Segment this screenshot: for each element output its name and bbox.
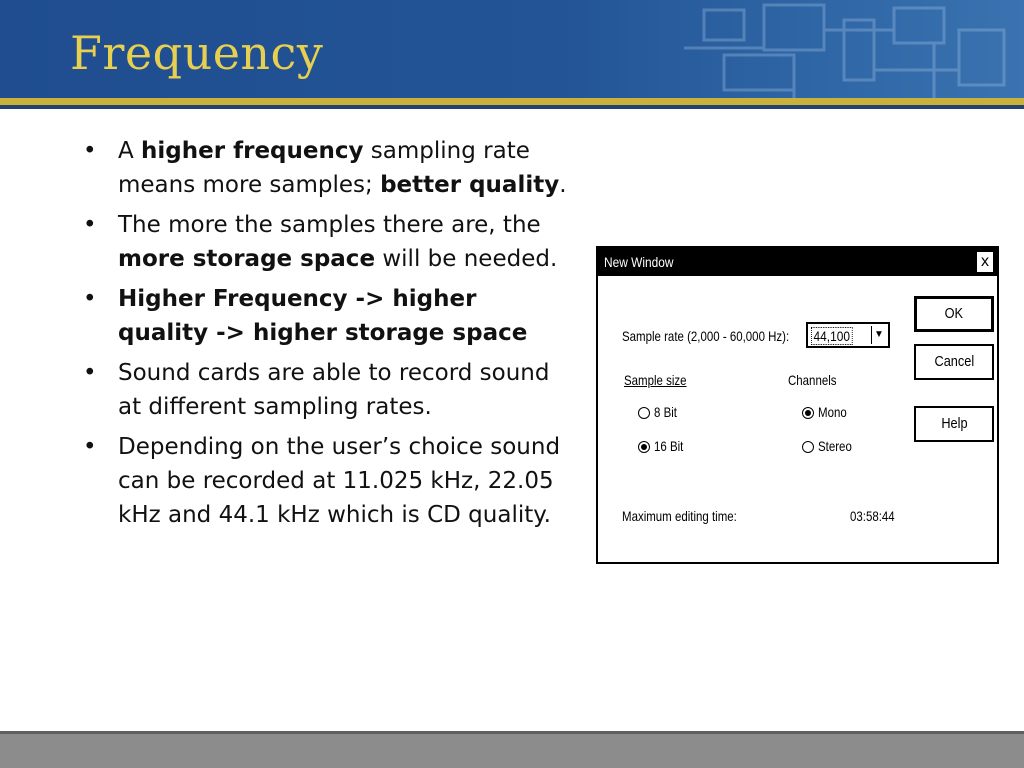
- bullet-item: [80, 356, 570, 424]
- bullet-list: [80, 134, 570, 538]
- bullet-text: A: [118, 138, 142, 164]
- bullet-text: The more the samples there are, the: [118, 212, 541, 238]
- dialog-title-bar[interactable]: [598, 248, 997, 276]
- radio-stereo[interactable]: [802, 441, 814, 453]
- bullet-text: will be needed.: [375, 246, 558, 272]
- channels-label: Channels: [788, 372, 837, 388]
- chevron-down-icon[interactable]: ▼: [871, 326, 886, 344]
- bullet-bold-text: higher frequency: [141, 138, 364, 164]
- sample-rate-label: Sample rate (2,000 - 60,000 Hz):: [622, 328, 790, 344]
- bullet-item: [80, 208, 570, 276]
- cancel-button-label: Cancel: [934, 353, 974, 370]
- sample-rate-value[interactable]: 44,100: [811, 327, 853, 345]
- bullet-bold-text: Higher Frequency -> higher quality -> higher storage space: [118, 286, 528, 346]
- radio-8-bit-label[interactable]: 8 Bit: [654, 404, 677, 420]
- bullet-dot-icon: •: [83, 212, 97, 238]
- bullet-dot-icon: •: [83, 434, 97, 460]
- circuit-pattern-decoration: [684, 0, 1024, 98]
- header-accent-rule: [0, 98, 1024, 105]
- radio-8-bit[interactable]: [638, 407, 650, 419]
- bullet-text: .: [559, 172, 567, 198]
- bullet-bold-text: better quality: [380, 172, 560, 198]
- slide-footer-bar: [0, 734, 1024, 768]
- cancel-button[interactable]: [914, 344, 994, 380]
- bullet-text: Depending on the user’s choice sound can be recorded at 11.025 kHz, 22.05 kHz and 44.1 kHz which is CD quality.: [118, 434, 561, 528]
- bullet-item: [80, 134, 570, 202]
- radio-16-bit-label[interactable]: 16 Bit: [654, 438, 684, 454]
- slide-title: Frequency: [70, 26, 324, 80]
- max-editing-time-value: 03:58:44: [850, 508, 895, 524]
- bullet-dot-icon: •: [83, 138, 97, 164]
- new-window-dialog: [596, 246, 999, 564]
- ok-button[interactable]: [914, 296, 994, 332]
- header-divider: [0, 105, 1024, 109]
- radio-stereo-label[interactable]: Stereo: [818, 438, 852, 454]
- bullet-text: sampling rate means more samples;: [118, 138, 530, 198]
- help-button-label: Help: [940, 415, 968, 432]
- slide-header: [0, 0, 1024, 98]
- bullet-item: [80, 430, 570, 532]
- bullet-dot-icon: •: [83, 286, 97, 312]
- sample-size-label: Sample size: [624, 372, 687, 388]
- max-editing-time-label: Maximum editing time:: [622, 508, 737, 524]
- close-button[interactable]: x: [976, 251, 994, 273]
- sample-rate-combobox[interactable]: [806, 322, 890, 348]
- radio-mono-label[interactable]: Mono: [818, 404, 847, 420]
- help-button[interactable]: [914, 406, 994, 442]
- dialog-title: New Window: [604, 254, 674, 270]
- bullet-text: Sound cards are able to record sound at different sampling rates.: [118, 360, 550, 420]
- bullet-item: [80, 282, 570, 350]
- radio-mono[interactable]: [802, 407, 814, 419]
- bullet-bold-text: more storage space: [118, 246, 376, 272]
- bullet-dot-icon: •: [83, 360, 97, 386]
- ok-button-label: OK: [944, 305, 964, 322]
- radio-16-bit[interactable]: [638, 441, 650, 453]
